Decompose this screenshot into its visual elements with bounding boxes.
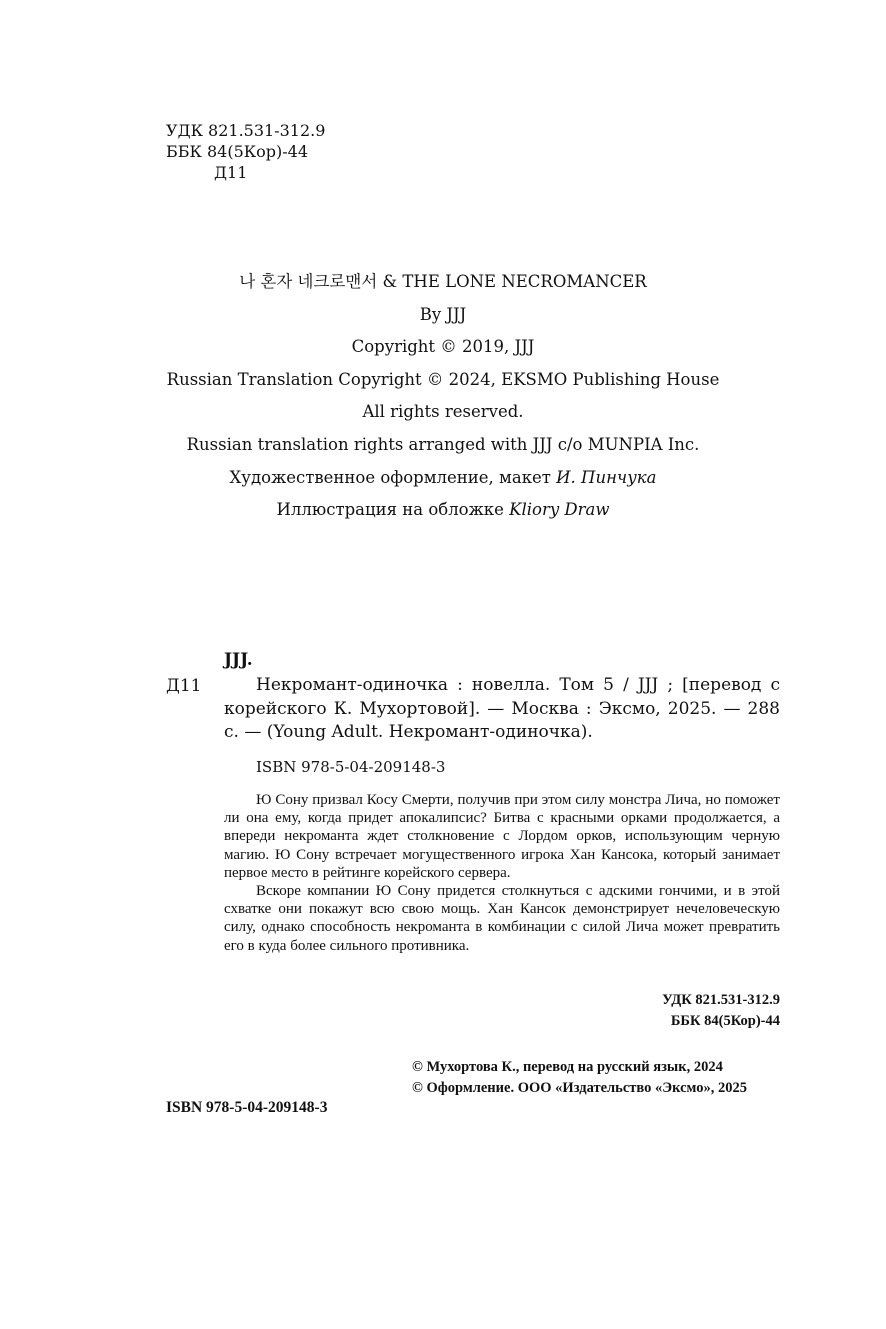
original-title: 나 혼자 네크로맨서 & THE LONE NECROMANCER: [239, 272, 647, 291]
footer-copyright-block: [412, 1057, 784, 1099]
design-credit: [0, 464, 886, 497]
author-mark: Д11: [214, 163, 248, 182]
footer-isbn: ISBN 978-5-04-209148-3: [166, 1099, 328, 1116]
udk-code: УДК 821.531-312.9: [166, 121, 326, 140]
bibliographic-code: Д11: [166, 676, 202, 696]
translation-copyright-notice: © Мухортова К., перевод на русский язык, 2024: [412, 1059, 723, 1075]
designer-name: И. Пинчука: [556, 467, 657, 487]
illustration-credit-label: Иллюстрация на обложке: [276, 500, 510, 520]
translation-copyright: Russian Translation Copyright © 2024, EKSMO Publishing House: [166, 369, 720, 389]
annotation-paragraph: Ю Сону призвал Косу Смерти, получив при этом силу монстра Лича, но поможет ли она ему, когда придет апокалипсис? Битва с красными орками продолжается, а впереди некроманта ждет столкновение с Лордом орков, использующим черную магию. Ю Сону встречает могущественного игрока Хан Кансока, который занимает первое место в рейтинге корейского сервера.: [224, 792, 780, 881]
illustrator-name: Kliory Draw: [509, 500, 610, 520]
isbn-line: ISBN 978-5-04-209148-3: [256, 758, 446, 776]
credits-block: [0, 268, 886, 529]
rights-reserved: All rights reserved.: [362, 402, 524, 422]
footer-udk: УДК 821.531-312.9: [662, 992, 780, 1008]
bibliographic-author: JJJ.: [224, 650, 253, 670]
design-credit-label: Художественное оформление, макет: [229, 467, 557, 487]
bbk-code: ББК 84(5Кор)-44: [166, 142, 309, 161]
original-copyright: Copyright © 2019, JJJ: [351, 337, 535, 357]
bibliographic-description: [224, 674, 780, 745]
author-byline: By JJJ: [419, 304, 467, 324]
footer-bbk: ББК 84(5Кор)-44: [670, 1013, 780, 1029]
design-copyright-notice: © Оформление. ООО «Издательство «Эксмо», 2025: [412, 1080, 747, 1096]
footer-classification: [590, 990, 780, 1032]
rights-arranged: Russian translation rights arranged with JJJ c/o MUNPIA Inc.: [186, 434, 700, 454]
bibliographic-text: Некромант-одиночка : новелла. Том 5 / JJJ ; [перевод с корейского К. Мухортовой]. — Москва : Эксмо, 2025. — 288 с. — (Young Adult. Некромант-одиночка).: [224, 675, 780, 742]
annotation-paragraph: Вскоре компании Ю Сону придется столкнуться с адскими гончими, и в этой схватке они покажут всю свою мощь. Хан Кансок демонстрирует нечеловеческую силу, однако способность некроманта в комбинации с силой Лича может превратить его в куда более сильного противника.: [224, 883, 780, 954]
classification-block: [166, 120, 325, 183]
annotation: [224, 791, 780, 955]
illustration-credit: [0, 496, 886, 529]
